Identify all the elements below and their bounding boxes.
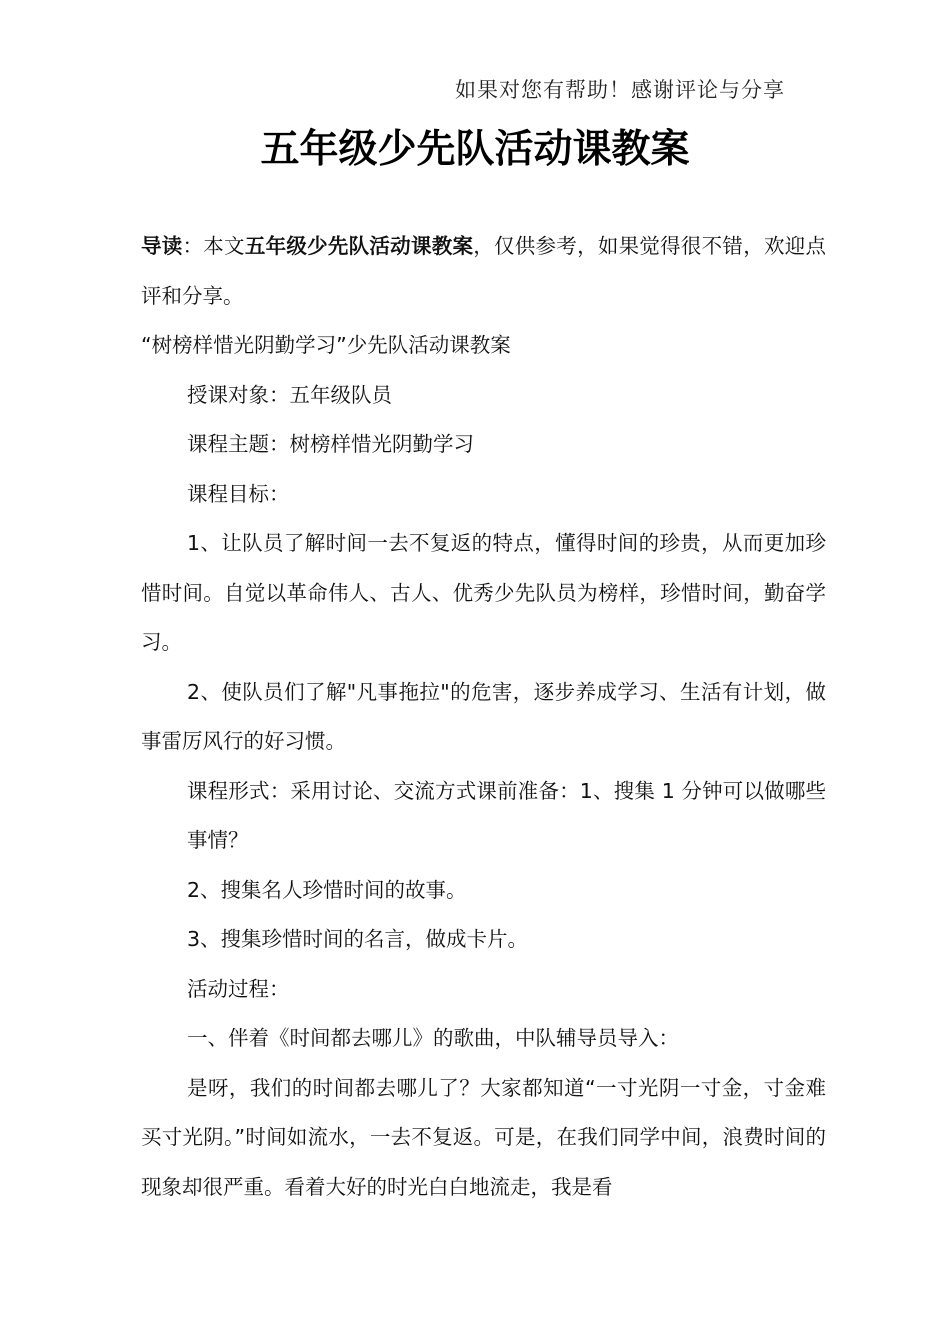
- theme-line: 课程主题：树榜样惜光阴勤学习: [187, 432, 474, 456]
- intro-colon: ：本文: [182, 234, 245, 258]
- prep-2: 2、搜集名人珍惜时间的故事。: [187, 877, 467, 902]
- intro-label: 导读: [141, 234, 183, 258]
- prep-3: 3、搜集珍惜时间的名言，做成卡片。: [187, 927, 529, 951]
- intro-paragraph: [141, 222, 826, 321]
- goals-heading: 课程目标：: [187, 481, 290, 506]
- step-1-heading: 一、伴着《时间都去哪儿》的歌曲，中队辅导员导入：: [187, 1026, 679, 1050]
- audience-line: 授课对象：五年级队员: [187, 382, 392, 407]
- intro-doc-name: 五年级少先队活动课教案: [244, 234, 474, 258]
- lesson-heading: “树榜样惜光阴勤学习”少先队活动课教案: [141, 333, 511, 357]
- intro-rest: ，仅供参考，如果觉得很不错，欢迎点评和分享。: [141, 234, 826, 308]
- process-heading: 活动过程：: [187, 976, 290, 1001]
- goal-2: 2、使队员们了解"凡事拖拉"的危害，逐步养成学习、生活有计划，做事雷厉风行的好习惯。: [141, 679, 826, 753]
- step-1-text: 是呀，我们的时间都去哪儿了？大家都知道“一寸光阴一寸金，寸金难买寸光阴。”时间如流水，一去不复返。可是，在我们同学中间，浪费时间的现象却很严重。看着大好的时光白白地流走，我是看: [141, 1075, 826, 1199]
- document-body: [141, 222, 826, 1212]
- document-title: 五年级少先队活动课教案: [260, 127, 690, 172]
- goal-1: 1、让队员了解时间一去不复返的特点，懂得时间的珍贵，从而更加珍惜时间。自觉以革命伟人、古人、优秀少先队员为榜样，珍惜时间，勤奋学习。: [141, 531, 826, 654]
- format-line: 课程形式：采用讨论、交流方式课前准备：1、搜集 1 分钟可以做哪些事情？: [187, 778, 826, 852]
- header-note: 如果对您有帮助！感谢评论与分享: [455, 78, 785, 102]
